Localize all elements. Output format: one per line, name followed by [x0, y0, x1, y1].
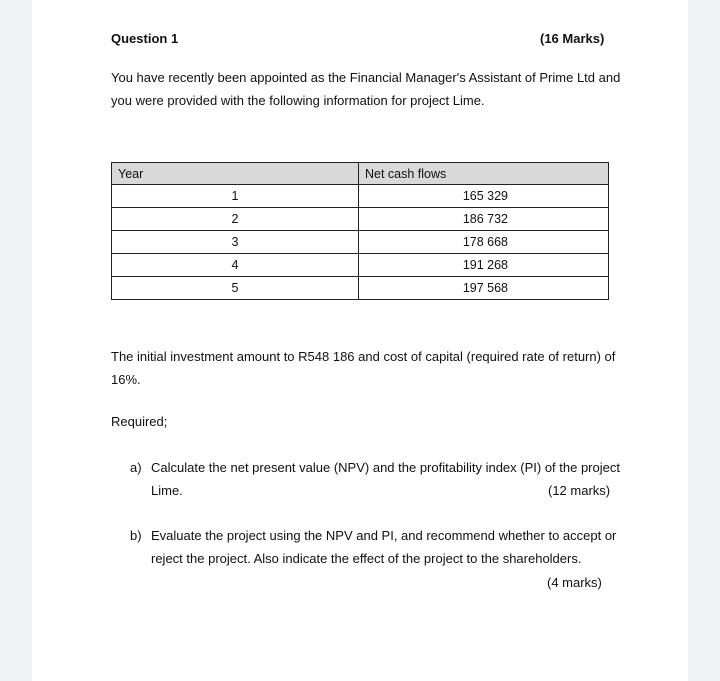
year-cell: 1	[112, 185, 359, 208]
part-b-label: b)	[130, 528, 142, 543]
table-row	[112, 277, 609, 300]
table-row	[112, 208, 609, 231]
initial-line-2: 16%.	[111, 372, 141, 387]
part-b-line-2: reject the project. Also indicate the effect of the project to the shareholders.	[151, 551, 582, 566]
header-year: Year	[112, 163, 359, 185]
part-b-line-1: Evaluate the project using the NPV and PI, and recommend whether to accept or	[151, 528, 617, 543]
cash-flow-table	[111, 162, 609, 300]
intro-line-1: You have recently been appointed as the Financial Manager's Assistant of Prime Ltd and	[111, 70, 621, 85]
year-cell: 4	[112, 254, 359, 277]
part-a-line-1: Calculate the net present value (NPV) and the profitability index (PI) of the project	[151, 460, 620, 475]
cash-flow-cell: 197 568	[359, 277, 609, 300]
table-header-row	[112, 163, 609, 185]
intro-paragraph	[111, 66, 620, 112]
required-heading: Required;	[111, 414, 168, 429]
table-row	[112, 231, 609, 254]
table-row	[112, 254, 609, 277]
cash-flow-cell: 191 268	[359, 254, 609, 277]
cash-flow-cell: 178 668	[359, 231, 609, 254]
initial-line-1: The initial investment amount to R548 186 and cost of capital (required rate of return) of	[111, 349, 616, 364]
document-page	[32, 0, 688, 681]
table-row	[112, 185, 609, 208]
intro-line-2: you were provided with the following information for project Lime.	[111, 93, 485, 108]
part-a-line-2: Lime.	[151, 483, 183, 498]
question-marks: (16 Marks)	[540, 31, 605, 46]
year-cell: 5	[112, 277, 359, 300]
part-a-label: a)	[130, 460, 142, 475]
year-cell: 2	[112, 208, 359, 231]
cash-flow-cell: 186 732	[359, 208, 609, 231]
part-b-marks: (4 marks)	[547, 575, 602, 590]
year-cell: 3	[112, 231, 359, 254]
initial-investment-paragraph	[111, 345, 615, 391]
question-title: Question 1	[111, 31, 179, 46]
part-a-marks: (12 marks)	[548, 483, 611, 498]
cash-flow-cell: 165 329	[359, 185, 609, 208]
header-net-cash-flows: Net cash flows	[359, 163, 609, 185]
